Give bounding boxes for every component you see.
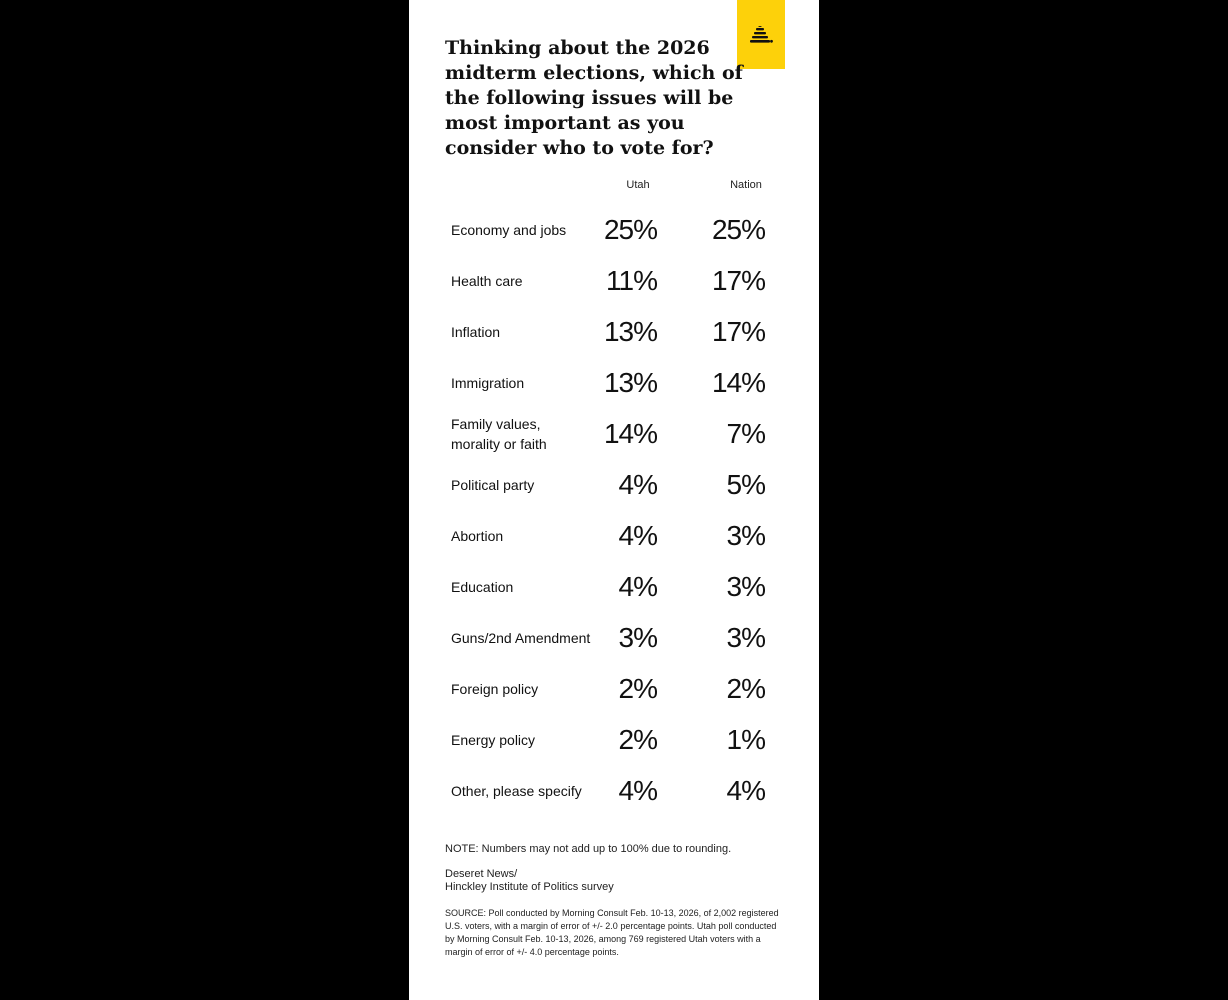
column-header-nation: Nation <box>730 179 762 191</box>
issue-label: Guns/2nd Amendment <box>451 629 591 646</box>
chart-title: Thinking about the 2026 midterm elections, which of the following issues will be most important as you consider who to vote for? <box>445 37 743 159</box>
nation-value: 5% <box>726 468 765 500</box>
nation-value: 7% <box>726 417 765 449</box>
nation-value: 17% <box>711 264 765 296</box>
issue-label: Abortion <box>451 527 504 544</box>
utah-value: 4% <box>618 519 657 551</box>
nation-value: 2% <box>726 672 765 704</box>
table-row <box>409 663 819 714</box>
nation-value: 3% <box>726 519 765 551</box>
credit-line-1: Deseret News/ <box>445 868 518 880</box>
utah-value: 2% <box>618 672 657 704</box>
credit-line-2: Hinckley Institute of Politics survey <box>445 881 614 893</box>
utah-value: 2% <box>618 723 657 755</box>
issue-label: Education <box>451 578 514 595</box>
utah-value: 4% <box>618 774 657 806</box>
table-row <box>409 357 819 408</box>
chart-card <box>409 0 819 1000</box>
issue-label: Inflation <box>451 323 501 340</box>
table-row <box>409 765 819 816</box>
nation-value: 3% <box>726 621 765 653</box>
nation-value: 3% <box>726 570 765 602</box>
table-row <box>409 510 819 561</box>
nation-value: 25% <box>711 213 765 245</box>
table-row <box>409 612 819 663</box>
utah-value: 14% <box>603 417 657 449</box>
data-table <box>409 204 819 816</box>
source-note: SOURCE: Poll conducted by Morning Consult Feb. 10-13, 2026, of 2,002 registered U.S. voters, with a margin of error of +/- 2.0 percentage points. Utah poll conducted by Morning Consult Feb. 10-13, 2026, among 769 registered Utah voters with a margin of error of +/- 4.0 percentage points. <box>445 908 779 957</box>
utah-value: 4% <box>618 570 657 602</box>
utah-value: 11% <box>606 264 657 296</box>
nation-value: 14% <box>711 366 765 398</box>
nation-value: 1% <box>726 723 765 755</box>
table-row <box>409 561 819 612</box>
table-row <box>409 255 819 306</box>
utah-value: 4% <box>618 468 657 500</box>
table-row <box>409 408 819 459</box>
issue-label: Other, please specify <box>451 782 582 799</box>
utah-value: 3% <box>618 621 657 653</box>
table-row <box>409 306 819 357</box>
issue-label: Energy policy <box>451 731 536 748</box>
column-header-utah: Utah <box>626 179 650 191</box>
issue-label: Political party <box>451 476 535 493</box>
issue-label: Health care <box>451 272 523 289</box>
issue-label: Family values, morality or faith <box>451 415 547 452</box>
table-row <box>409 714 819 765</box>
table-row <box>409 204 819 255</box>
utah-value: 13% <box>603 315 657 347</box>
beehive-icon <box>749 25 773 45</box>
issue-label: Immigration <box>451 374 525 391</box>
table-row <box>409 459 819 510</box>
utah-value: 25% <box>603 213 657 245</box>
nation-value: 4% <box>726 774 765 806</box>
survey-credit <box>445 868 785 894</box>
nation-value: 17% <box>711 315 765 347</box>
utah-value: 13% <box>603 366 657 398</box>
issue-label: Economy and jobs <box>451 221 567 238</box>
rounding-note: NOTE: Numbers may not add up to 100% due to rounding. <box>445 843 732 855</box>
issue-label: Foreign policy <box>451 680 539 697</box>
